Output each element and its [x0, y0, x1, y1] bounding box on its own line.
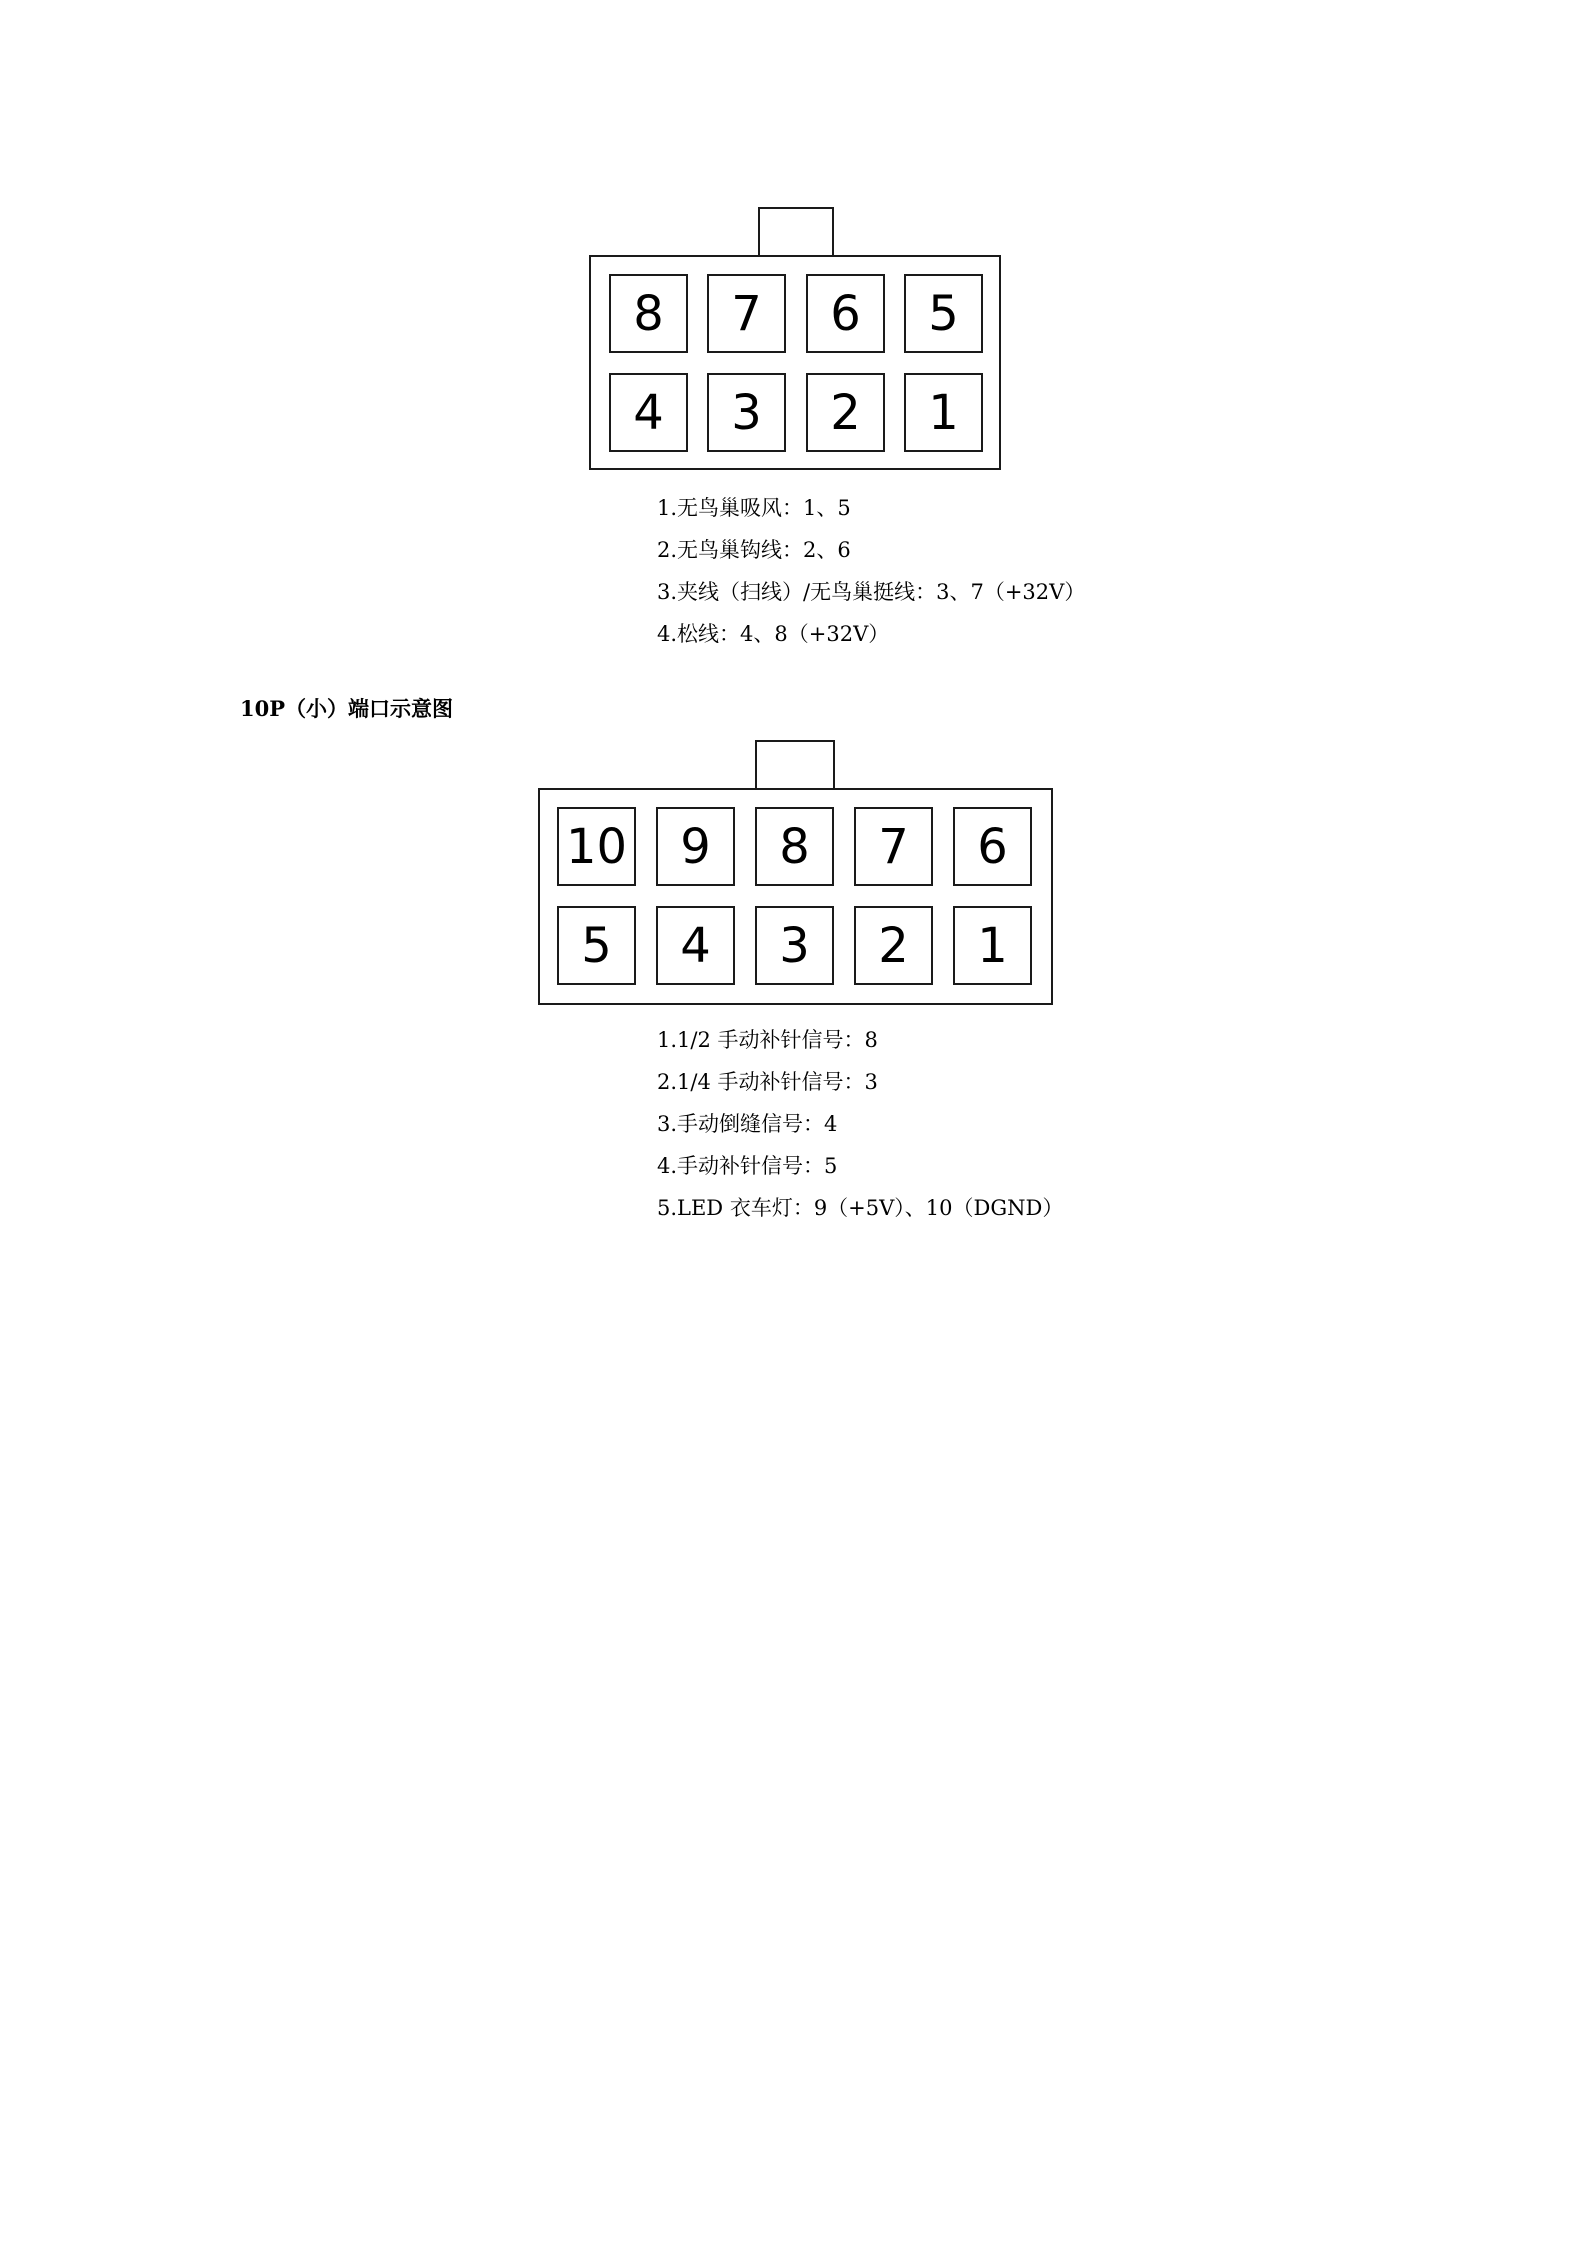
note-item: 4.松线：4、8（+32V）	[657, 622, 890, 646]
pin-8p-2: 2	[806, 373, 885, 452]
note-item: 5.LED 衣车灯：9（+5V）、10（DGND）	[657, 1196, 1064, 1220]
note-item: 4.手动补针信号：5	[657, 1154, 838, 1178]
pin-8p-5: 5	[904, 274, 983, 353]
connector-10p-latch	[755, 740, 835, 790]
pin-10p-3: 3	[755, 906, 834, 985]
pin-10p-10: 10	[557, 807, 636, 886]
connector-10p-notes	[657, 1019, 1063, 1229]
pin-10p-7: 7	[854, 807, 933, 886]
pin-8p-7: 7	[707, 274, 786, 353]
note-item: 3.手动倒缝信号：4	[657, 1112, 838, 1136]
pin-10p-2: 2	[854, 906, 933, 985]
connector-8p-notes	[657, 487, 1085, 655]
note-item: 2.无鸟巢钩线：2、6	[657, 538, 851, 562]
section-title-10p: 10P（小）端口示意图	[240, 696, 454, 721]
pin-10p-4: 4	[656, 906, 735, 985]
pin-10p-5: 5	[557, 906, 636, 985]
pin-10p-8: 8	[755, 807, 834, 886]
note-item: 1.无鸟巢吸风：1、5	[657, 496, 851, 520]
pin-10p-1: 1	[953, 906, 1032, 985]
note-item: 1.1/2 手动补针信号：8	[657, 1028, 878, 1052]
pin-8p-6: 6	[806, 274, 885, 353]
pin-8p-8: 8	[609, 274, 688, 353]
pin-10p-9: 9	[656, 807, 735, 886]
pin-8p-1: 1	[904, 373, 983, 452]
pin-8p-3: 3	[707, 373, 786, 452]
note-item: 3.夹线（扫线）/无鸟巢挺线：3、7（+32V）	[657, 580, 1086, 604]
pin-8p-4: 4	[609, 373, 688, 452]
note-item: 2.1/4 手动补针信号：3	[657, 1070, 878, 1094]
pin-10p-6: 6	[953, 807, 1032, 886]
connector-8p-latch	[758, 207, 834, 257]
